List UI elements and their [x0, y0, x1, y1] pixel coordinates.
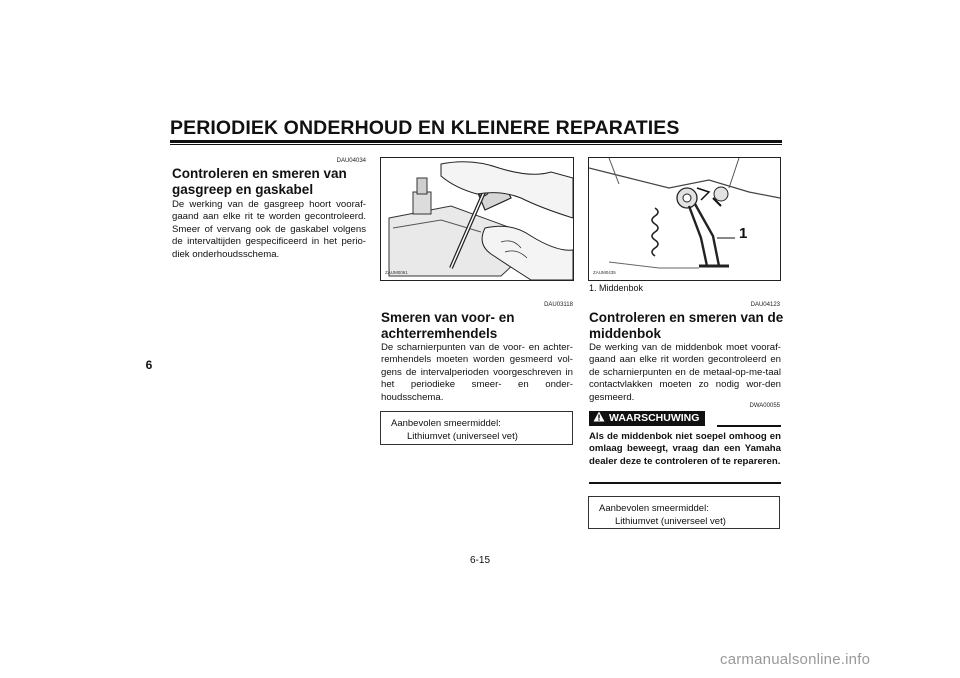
warning-code: DWA00055: [749, 403, 780, 409]
section-code: DAU04123: [750, 302, 780, 308]
warning-triangle-icon: [593, 411, 605, 427]
figure-centerstand: [588, 157, 781, 281]
section-code: DAU03118: [544, 302, 573, 308]
figure-callout: 1: [739, 225, 748, 242]
heading-line: Smeren van voor- en: [381, 310, 515, 325]
heading-line: middenbok: [589, 326, 662, 341]
warning-header: [589, 411, 781, 427]
chapter-tab: 6: [145, 358, 153, 372]
section-body-centerstand: De werking van de middenbok moet vooraf-gaand aan elke rit worden gecontroleerd en de scharnierpunten en de metaal-op-me-taal contactvlakken moeten zo nodig wor-den gesmeerd.: [589, 342, 781, 403]
lubricant-box: [588, 496, 780, 529]
heading-line: achterremhendels: [381, 326, 498, 341]
section-body-brake-levers: De scharnierpunten van de voor- en achter-remhendels moeten worden gesmeerd vol-gens de intervalperioden voorgeschreven in het periodieke smeer- en onder-houdsschema.: [381, 342, 573, 403]
warning-badge: [589, 411, 705, 426]
throttle-illustration: [381, 158, 573, 280]
figure-throttle-grip: [380, 157, 574, 281]
section-heading-throttle: [172, 166, 372, 198]
lubricant-value: Lithiumvet (universeel vet): [615, 515, 726, 527]
watermark: carmanualsonline.info: [720, 651, 871, 668]
section-body-throttle: De werking van de gasgreep hoort vooraf-gaand aan elke rit te worden gecontroleerd. Smeer of vervang ook de gaskabel volgens de intervaltijden gespecificeerd in het perio-diek onderhoudsschema.: [172, 199, 366, 260]
figure-caption: 1. Middenbok: [589, 283, 644, 293]
page-title: PERIODIEK ONDERHOUD EN KLEINERE REPARATIES: [170, 117, 680, 139]
page-number: 6-15: [469, 555, 490, 566]
section-code: DAU04034: [336, 158, 366, 164]
section-heading-brake-levers: [381, 310, 581, 342]
heading-line: gasgreep en gaskabel: [172, 182, 314, 197]
centerstand-illustration: [589, 158, 780, 280]
warning-text: Als de middenbok niet soepel omhoog en omlaag beweegt, vraag dan een Yamaha dealer deze te controleren of te repareren.: [589, 431, 781, 467]
warning-label: WAARSCHUWING: [609, 412, 700, 424]
warning-bottom-rule: [589, 482, 781, 484]
lubricant-label: Aanbevolen smeermiddel:: [599, 503, 709, 514]
figure-code: ZAUM0435: [593, 270, 616, 275]
title-rule: [170, 140, 782, 143]
warning-rule: [717, 425, 781, 427]
heading-line: Controleren en smeren van de: [589, 310, 784, 325]
heading-line: Controleren en smeren van: [172, 166, 347, 181]
section-heading-centerstand: [589, 310, 789, 342]
figure-code: ZAUM0061: [385, 270, 408, 275]
lubricant-box: [380, 411, 573, 445]
lubricant-label: Aanbevolen smeermiddel:: [391, 418, 501, 429]
lubricant-value: Lithiumvet (universeel vet): [407, 430, 518, 442]
title-rule-thin: [170, 144, 782, 145]
